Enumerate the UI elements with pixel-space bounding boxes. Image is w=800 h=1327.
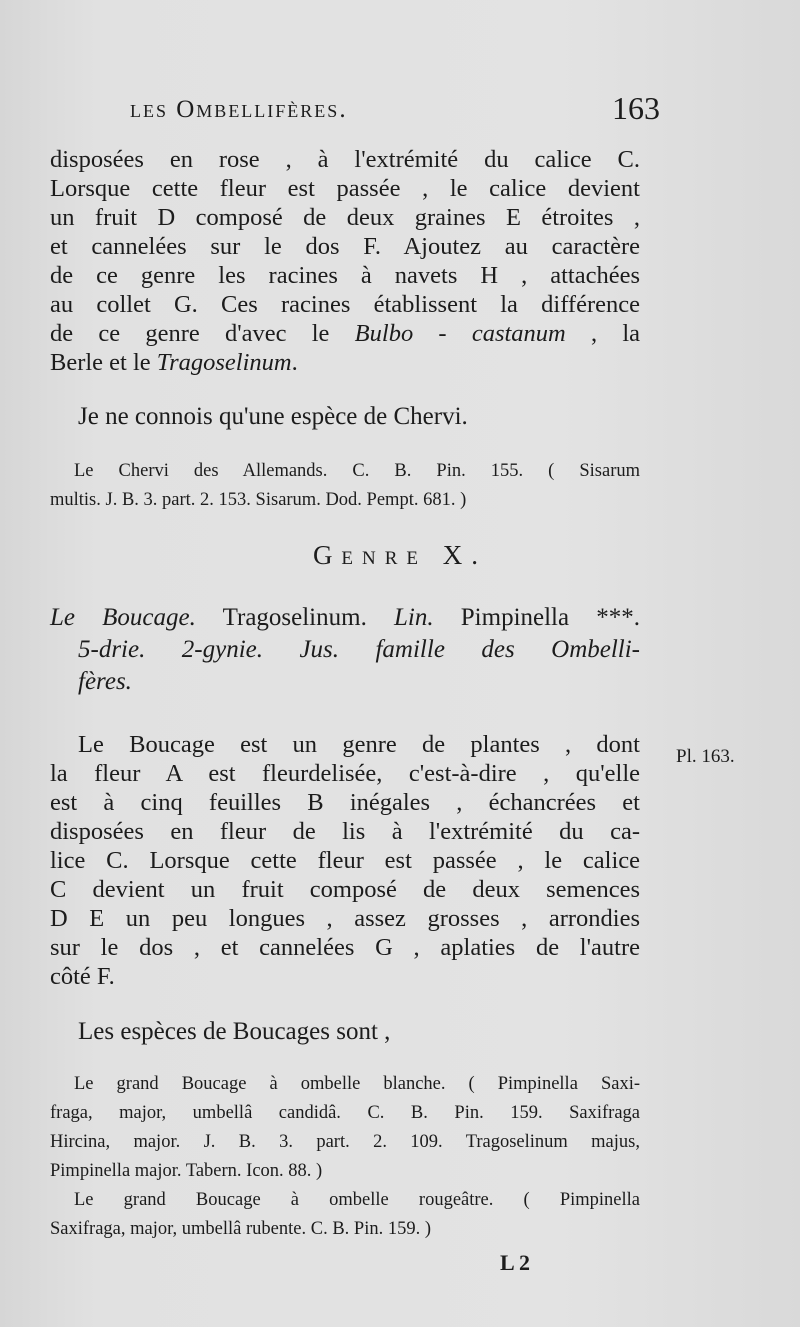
- text-fragment: .: [291, 349, 298, 376]
- running-title: les Ombellifères.: [130, 96, 348, 123]
- text-line: au collet G. Ces racines établissent la différence: [50, 291, 640, 318]
- citation-line: fraga, major, umbellâ candidâ. C. B. Pin. 159. Saxifraga: [50, 1103, 640, 1123]
- text-line: et cannelées sur le dos F. Ajoutez au caractère: [50, 233, 640, 260]
- paragraph-boucage-description: [50, 730, 640, 991]
- page-number: 163: [612, 90, 660, 126]
- citation-line: Le Chervi des Allemands. C. B. Pin. 155. ( Sisarum: [74, 461, 640, 481]
- latin-name: Tragoselinum.: [195, 604, 394, 631]
- italic-term-bulbo-castanum: Bulbo - castanum: [354, 320, 566, 347]
- gathering-signature: L 2: [500, 1250, 530, 1275]
- plate-reference: Pl. 163.: [676, 746, 735, 767]
- citation-chervi: [50, 457, 640, 515]
- text-fragment: Berle et le: [50, 349, 157, 376]
- text-line: de ce genre les racines à navets H , attachées: [50, 262, 640, 289]
- text-line-compound: [50, 348, 640, 377]
- citation-boucage-rouge: [50, 1186, 640, 1244]
- citation-line: Saxifraga, major, umbellâ rubente. C. B. Pin. 159. ): [50, 1219, 432, 1239]
- classification-line: [50, 602, 640, 634]
- citation-line: Le grand Boucage à ombelle rougeâtre. ( Pimpinella: [74, 1190, 640, 1210]
- citation-line: Le grand Boucage à ombelle blanche. ( Pimpinella Saxi-: [74, 1074, 640, 1094]
- page-header: [130, 90, 660, 130]
- single-species-statement: Je ne connois qu'une espèce de Chervi.: [78, 403, 468, 430]
- family-name: famille des Ombelli-: [339, 636, 641, 663]
- linnaeus-abbrev: Lin.: [394, 604, 434, 631]
- common-name: Le Boucage.: [50, 604, 196, 631]
- text-line: lice C. Lorsque cette fleur est passée , le calice: [50, 847, 640, 874]
- text-line: C devient un fruit composé de deux semences: [50, 876, 640, 903]
- text-line: un fruit D composé de deux graines E étroites ,: [50, 204, 640, 231]
- synonym: Pimpinella ***.: [433, 604, 641, 631]
- text-line: la fleur A est fleurdelisée, c'est-à-dire , qu'elle: [50, 760, 640, 787]
- text-line: D E un peu longues , assez grosses , arrondies: [50, 905, 640, 932]
- text-line: disposées en fleur de lis à l'extrémité du ca-: [50, 818, 640, 845]
- citation-line: multis. J. B. 3. part. 2. 153. Sisarum. Dod. Pempt. 681. ): [50, 490, 467, 510]
- family-name-end: fères.: [78, 668, 132, 695]
- jussieu-abbrev: Jus.: [263, 636, 340, 663]
- text-fragment: , la: [565, 320, 641, 347]
- text-line: Lorsque cette fleur est passée , le calice devient: [50, 175, 640, 202]
- paragraph-chervi-description: [50, 145, 640, 377]
- genre-classification: [50, 602, 640, 698]
- text-fragment: de ce genre d'avec le: [50, 320, 355, 347]
- species-intro: Les espèces de Boucages sont ,: [78, 1018, 391, 1045]
- italic-term-tragoselinum: Tragoselinum: [156, 349, 292, 376]
- genre-heading: Genre X.: [312, 540, 488, 570]
- text-line: disposées en rose , à l'extrémité du calice C.: [50, 146, 640, 173]
- citation-line: Pimpinella major. Tabern. Icon. 88. ): [50, 1161, 323, 1181]
- citation-boucage-blanc: [50, 1070, 640, 1186]
- text-line: côté F.: [50, 963, 115, 990]
- citation-line: Hircina, major. J. B. 3. part. 2. 109. Tragoselinum majus,: [50, 1132, 640, 1152]
- sexual-system: 5-drie. 2-gynie.: [78, 636, 264, 663]
- classification-line: [50, 634, 640, 666]
- classification-line: [50, 666, 640, 698]
- text-line: est à cinq feuilles B inégales , échancrées et: [50, 789, 640, 816]
- text-line-compound: [50, 319, 640, 348]
- text-line: sur le dos , et cannelées G , aplaties de l'autre: [50, 934, 640, 961]
- text-line: Le Boucage est un genre de plantes , dont: [78, 731, 640, 758]
